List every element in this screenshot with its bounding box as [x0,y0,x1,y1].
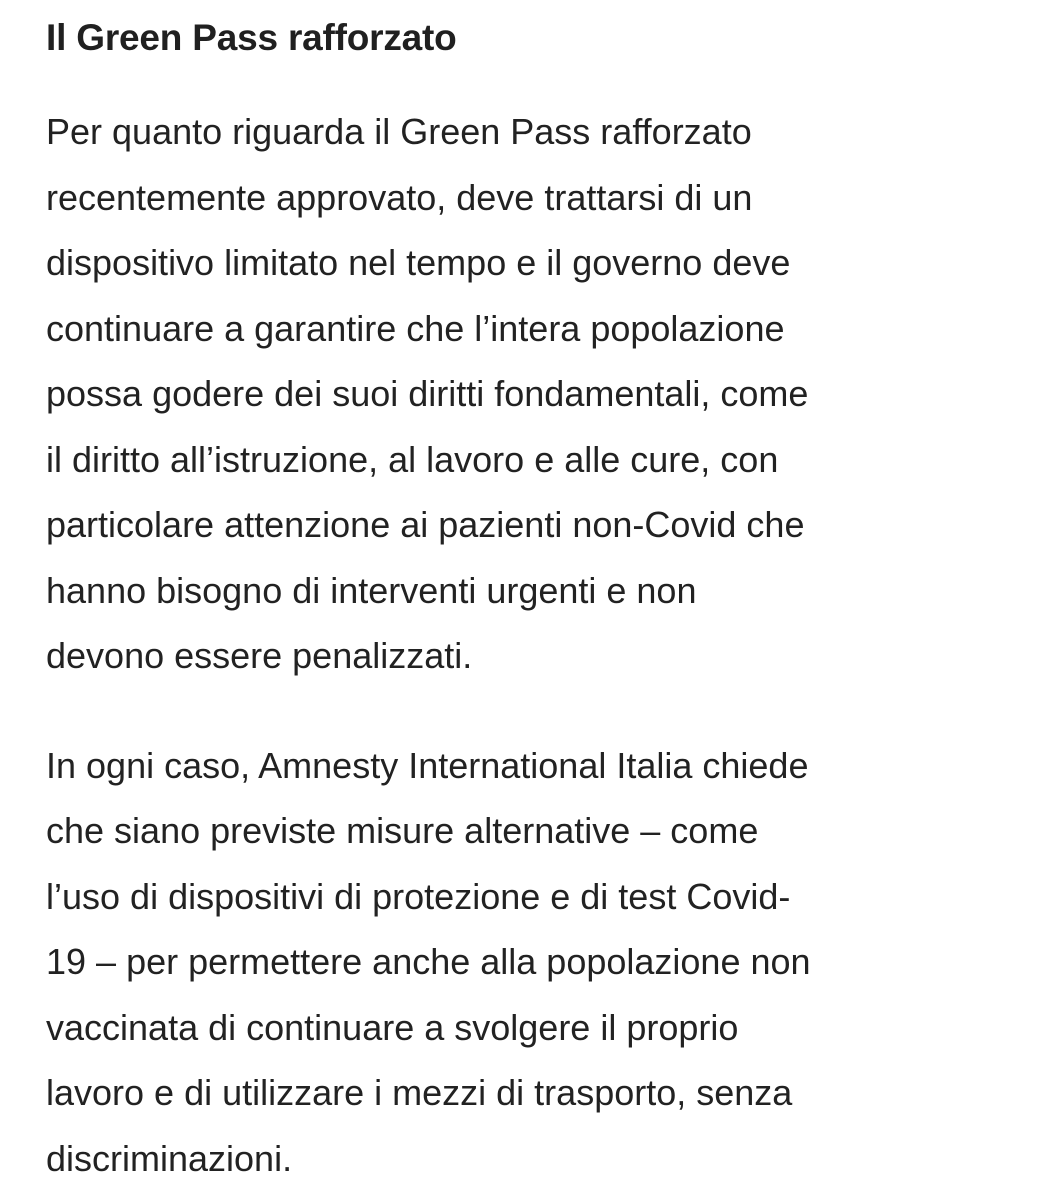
text-line: 19 – per permettere anche alla popolazione non [46,941,811,982]
article [46,12,1046,1191]
text-line: In ogni caso, Amnesty International Italia chiede [46,744,809,786]
text-line: vaccinata di continuare a svolgere il proprio [46,1006,739,1048]
text-line: il diritto all’istruzione, al lavoro e alle cure, con [46,438,779,480]
text-line: recentemente approvato, deve trattarsi di un [46,176,753,218]
text-line: hanno bisogno di interventi urgenti e non [46,569,697,611]
section-heading: Il Green Pass rafforzato [46,17,457,58]
text-line: l’uso di dispositivi di protezione e di test Covid- [46,875,791,917]
text-line: continuare a garantire che l’intera popolazione [46,307,785,349]
paragraph-amnesty [46,733,1046,1192]
text-line: devono essere penalizzati. [46,635,473,676]
paragraph-green-pass [46,99,1046,689]
text-line: possa godere dei suoi diritti fondamentali, come [46,373,809,414]
text-line: che siano previste misure alternative – come [46,810,759,851]
text-line: discriminazioni. [46,1137,293,1179]
text-line: lavoro e di utilizzare i mezzi di trasporto, senza [46,1072,793,1113]
text-line: particolare attenzione ai pazienti non-Covid che [46,504,805,545]
text-line: dispositivo limitato nel tempo e il governo deve [46,242,791,283]
text-line: Per quanto riguarda il Green Pass rafforzato [46,111,752,152]
